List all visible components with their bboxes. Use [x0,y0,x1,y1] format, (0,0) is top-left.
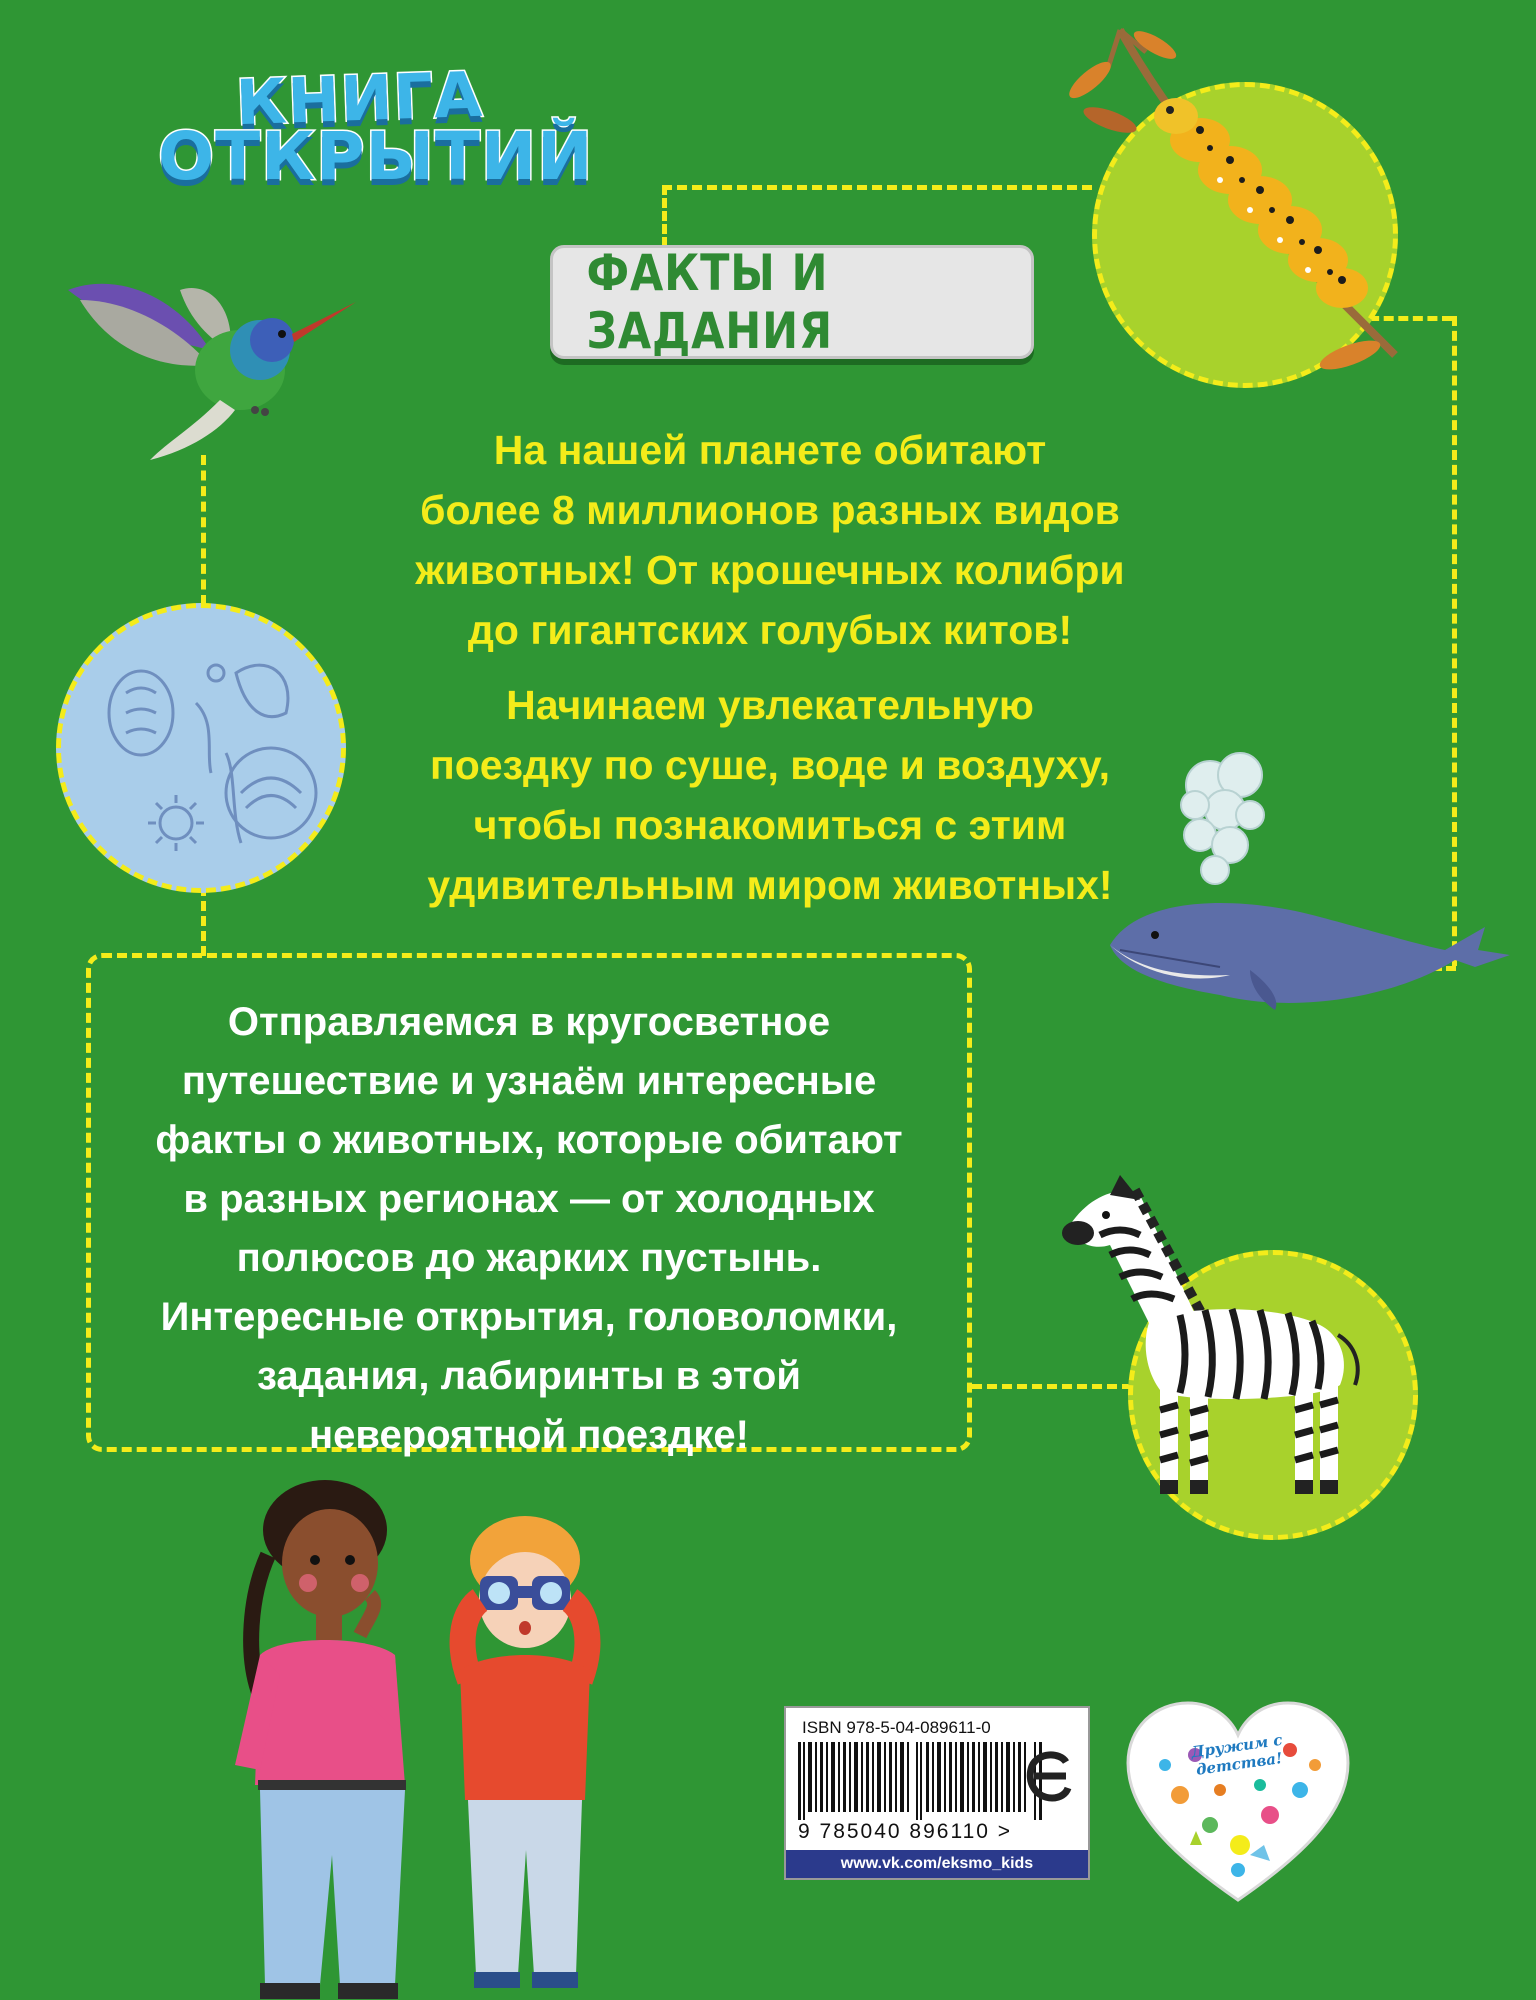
whale-icon [1100,745,1520,1025]
facts-and-tasks-banner [550,245,1034,359]
hummingbird-icon [60,270,360,470]
box-line: полюсов до жарких пустынь. [236,1236,822,1280]
box-line: задания, лабиринты в этой [257,1354,801,1398]
isbn-digits: 9 785040 896110 > [798,1820,1013,1843]
intro-line: животных! От крошечных колибри [415,547,1125,593]
isbn-number: ISBN 978-5-04-089611-0 [802,1718,991,1737]
barcode-icon [798,1742,1048,1820]
box-line: факты о животных, которые обитают [155,1118,903,1162]
box-line: Интересные открытия, головоломки, [160,1295,898,1339]
caterpillar-icon [1050,20,1430,370]
connector-left-bottom-vertical [201,886,206,956]
publisher-logo-icon [1026,1748,1074,1804]
logo-word-kniga: КНИГА [234,57,485,140]
journey-line: чтобы познакомиться с этим [473,802,1067,848]
box-line: Отправляемся в кругосветное [227,1000,831,1044]
connector-top-vertical [662,185,667,247]
heart-label: Дружим с детства! [1189,1730,1284,1779]
banner-label: ФАКТЫ И ЗАДАНИЯ [586,244,833,360]
journey-line: удивительным миром животных! [427,862,1113,908]
intro-paragraph [400,420,1140,660]
heart-sticker [1120,1695,1356,1910]
connector-top-horizontal [662,185,1092,190]
connector-left-top-vertical [201,455,206,605]
journey-line: Начинаем увлекательную [506,682,1034,728]
isbn-barcode-block [784,1706,1090,1880]
zebra-icon [1050,1155,1390,1515]
series-logo [158,57,594,208]
box-paragraph [96,993,962,1465]
box-line: в разных регионах — от холодных [183,1177,875,1221]
girl-figure [220,1475,430,2000]
intro-line: более 8 миллионов разных видов [420,487,1120,533]
intro-line: На нашей планете обитают [493,427,1047,473]
publisher-url[interactable]: www.vk.com/eksmo_kids [786,1850,1088,1878]
heart-icon [1120,1695,1356,1910]
intro-line: до гигантских голубых китов! [467,607,1073,653]
box-line: путешествие и узнаём интересные [181,1059,877,1103]
logo-word-otkrytiy: ОТКРЫТИЙ [158,118,594,195]
boy-with-binoculars-figure [430,1510,620,1995]
box-line: невероятной поездке! [309,1413,749,1457]
journey-line: поездку по суше, воде и воздуху, [429,742,1111,788]
journey-paragraph [370,675,1170,915]
plankton-icon [66,613,336,883]
